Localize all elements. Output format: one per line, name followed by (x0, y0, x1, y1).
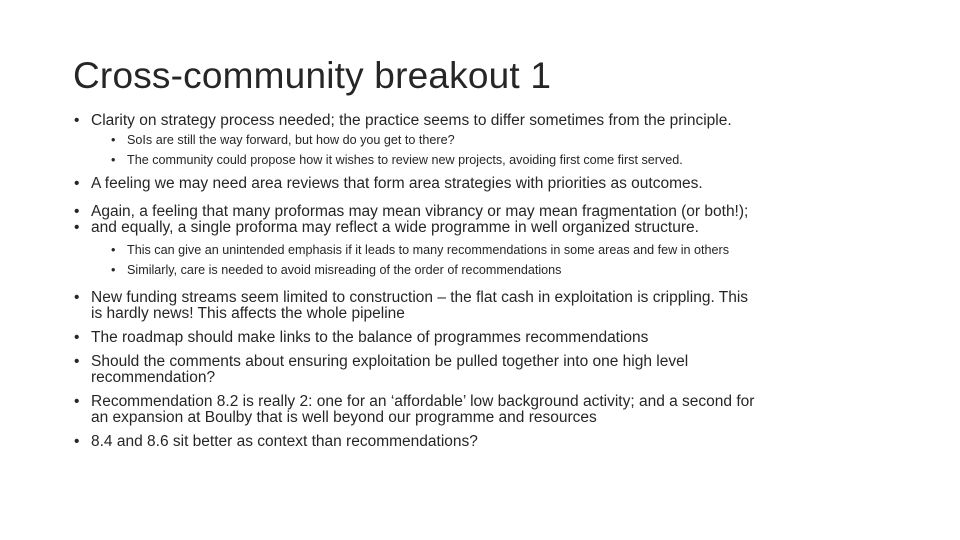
bullet-item: • 8.4 and 8.6 sit better as context than recommendations? (74, 434, 894, 450)
sub-bullet-item: • Similarly, care is needed to avoid misreading of the order of recommendations (111, 262, 894, 278)
bullet-item: • The roadmap should make links to the balance of programmes recommendations (74, 330, 894, 346)
bullet-item: • Clarity on strategy process needed; the practice seems to differ sometimes from the principle. (74, 113, 894, 129)
bullet-item: • Should the comments about ensuring exploitation be pulled together into one high level (74, 354, 894, 370)
bullet-item: • A feeling we may need area reviews that form area strategies with priorities as outcomes. (74, 176, 894, 192)
sub-bullet-item: • SoIs are still the way forward, but how do you get to there? (111, 132, 894, 148)
bullet-continuation: an expansion at Boulby that is well beyond our programme and resources (91, 409, 597, 426)
slide-title: Cross-community breakout 1 (73, 55, 552, 96)
bullet-continuation: is hardly news! This affects the whole pipeline (91, 305, 405, 322)
bullet-continuation: recommendation? (91, 369, 216, 386)
bullet-item: • Recommendation 8.2 is really 2: one for an ‘affordable’ low background activity; and a second for (74, 394, 894, 410)
bullet-continuation (74, 220, 894, 236)
sub-bullet-item: • This can give an unintended emphasis if it leads to many recommendations in some areas and few in others (111, 242, 894, 258)
bullet-item: • New funding streams seem limited to construction – the flat cash in exploitation is crippling. This (74, 290, 894, 306)
bullet-list (74, 113, 894, 450)
bullet-continuation-text: and equally, a single proforma may reflect a wide programme in well organized structure. (91, 219, 699, 236)
sub-bullet-item: • The community could propose how it wishes to review new projects, avoiding first come first served. (111, 152, 894, 168)
bullet-item: • Again, a feeling that many proformas may mean vibrancy or may mean fragmentation (or both!); (74, 204, 894, 220)
